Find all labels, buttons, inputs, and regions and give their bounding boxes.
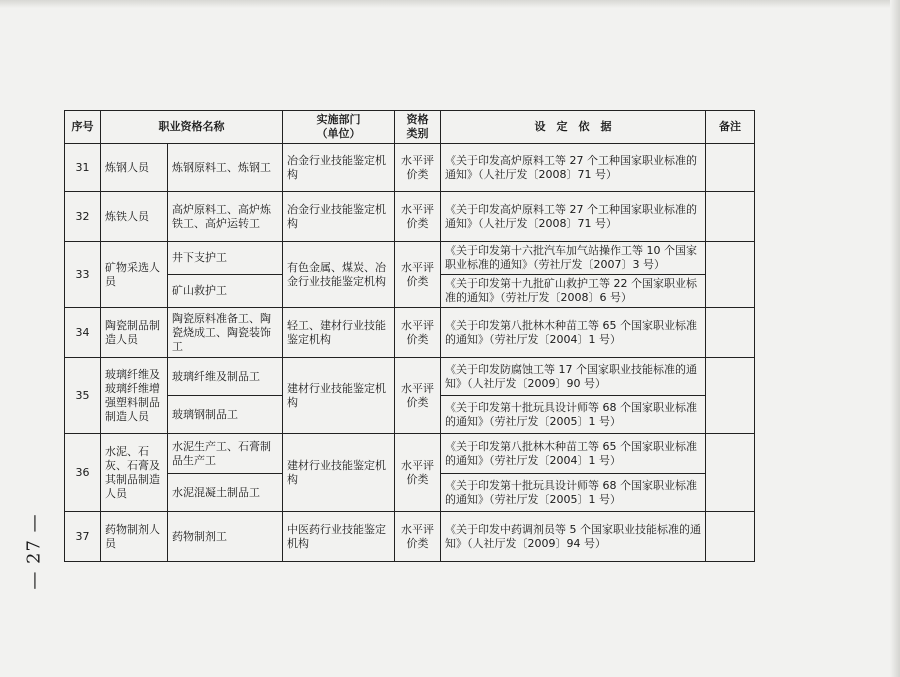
header-dept-line1: 实施部门 [316, 113, 361, 126]
row-group: 玻璃纤维及玻璃纤维增强塑料制品制造人员 [101, 358, 168, 434]
row-seq: 31 [65, 144, 101, 192]
row-group: 炼钢人员 [101, 144, 168, 192]
table-row [65, 242, 755, 275]
table-row [65, 358, 755, 396]
row-category: 水平评价类 [395, 308, 441, 358]
row-sub: 水泥生产工、石膏制品生产工 [168, 434, 283, 474]
row-seq: 33 [65, 242, 101, 308]
header-row [65, 111, 755, 144]
row-seq: 35 [65, 358, 101, 434]
header-seq: 序号 [65, 111, 101, 144]
row-sub: 玻璃钢制品工 [168, 396, 283, 434]
row-basis: 《关于印发中药调剂员等 5 个国家职业技能标准的通知》（人社厅发〔2009〕94 号） [441, 512, 706, 562]
row-sub: 水泥混凝土制品工 [168, 474, 283, 512]
header-cat-line2: 类别 [406, 127, 429, 140]
row-dept: 冶金行业技能鉴定机构 [283, 192, 395, 242]
row-category: 水平评价类 [395, 358, 441, 434]
row-sub: 炼钢原料工、炼钢工 [168, 144, 283, 192]
row-group: 药物制剂人员 [101, 512, 168, 562]
row-category: 水平评价类 [395, 192, 441, 242]
row-dept: 有色金属、煤炭、冶金行业技能鉴定机构 [283, 242, 395, 308]
row-basis: 《关于印发高炉原料工等 27 个工种国家职业标准的通知》（人社厅发〔2008〕71 号） [441, 192, 706, 242]
row-remarks [706, 144, 755, 192]
row-group: 炼铁人员 [101, 192, 168, 242]
row-seq: 34 [65, 308, 101, 358]
row-seq: 36 [65, 434, 101, 512]
row-basis: 《关于印发第十六批汽车加气站操作工等 10 个国家职业标准的通知》（劳社厅发〔2007〕3 号） [441, 242, 706, 275]
header-dept [283, 111, 395, 144]
row-group: 陶瓷制品制造人员 [101, 308, 168, 358]
row-remarks [706, 242, 755, 308]
row-sub: 药物制剂工 [168, 512, 283, 562]
row-sub: 玻璃纤维及制品工 [168, 358, 283, 396]
row-dept: 建材行业技能鉴定机构 [283, 434, 395, 512]
page-number-text: — 27 — [23, 512, 45, 590]
row-category: 水平评价类 [395, 434, 441, 512]
header-name: 职业资格名称 [101, 111, 283, 144]
header-basis: 设 定 依 据 [441, 111, 706, 144]
scan-shadow-right [890, 0, 900, 677]
header-category [395, 111, 441, 144]
row-dept: 冶金行业技能鉴定机构 [283, 144, 395, 192]
row-basis: 《关于印发第八批林木种苗工等 65 个国家职业标准的通知》（劳社厅发〔2004〕1 号） [441, 434, 706, 474]
row-sub: 高炉原料工、高炉炼铁工、高炉运转工 [168, 192, 283, 242]
row-dept: 轻工、建材行业技能鉴定机构 [283, 308, 395, 358]
row-category: 水平评价类 [395, 242, 441, 308]
row-basis: 《关于印发高炉原料工等 27 个工种国家职业标准的通知》（人社厅发〔2008〕71 号） [441, 144, 706, 192]
row-remarks [706, 192, 755, 242]
row-dept: 中医药行业技能鉴定机构 [283, 512, 395, 562]
row-remarks [706, 358, 755, 434]
row-group: 水泥、石灰、石膏及其制品制造人员 [101, 434, 168, 512]
row-remarks [706, 308, 755, 358]
row-remarks [706, 434, 755, 512]
row-category: 水平评价类 [395, 144, 441, 192]
row-remarks [706, 512, 755, 562]
row-sub: 矿山救护工 [168, 275, 283, 308]
page-number [22, 512, 46, 590]
table-row [65, 192, 755, 242]
row-basis: 《关于印发防腐蚀工等 17 个国家职业技能标准的通知》（人社厅发〔2009〕90 号） [441, 358, 706, 396]
table-row [65, 144, 755, 192]
row-sub: 井下支护工 [168, 242, 283, 275]
table-body [65, 144, 755, 562]
scan-shadow-top [0, 0, 900, 8]
row-seq: 32 [65, 192, 101, 242]
row-basis: 《关于印发第十九批矿山救护工等 22 个国家职业标准的通知》（劳社厅发〔2008〕6 号） [441, 275, 706, 308]
header-dept-line2: （单位） [316, 127, 361, 140]
row-seq: 37 [65, 512, 101, 562]
row-basis: 《关于印发第十批玩具设计师等 68 个国家职业标准的通知》（劳社厅发〔2005〕1 号） [441, 396, 706, 434]
table-row [65, 308, 755, 358]
row-basis: 《关于印发第八批林木种苗工等 65 个国家职业标准的通知》（劳社厅发〔2004〕1 号） [441, 308, 706, 358]
row-group: 矿物采选人员 [101, 242, 168, 308]
row-dept: 建材行业技能鉴定机构 [283, 358, 395, 434]
table-header [65, 111, 755, 144]
row-category: 水平评价类 [395, 512, 441, 562]
header-cat-line1: 资格 [406, 113, 429, 126]
row-sub: 陶瓷原料准备工、陶瓷烧成工、陶瓷装饰工 [168, 308, 283, 358]
qualification-table [64, 110, 755, 562]
table-row [65, 434, 755, 474]
header-remarks: 备注 [706, 111, 755, 144]
table-row [65, 512, 755, 562]
row-basis: 《关于印发第十批玩具设计师等 68 个国家职业标准的通知》（劳社厅发〔2005〕1 号） [441, 474, 706, 512]
